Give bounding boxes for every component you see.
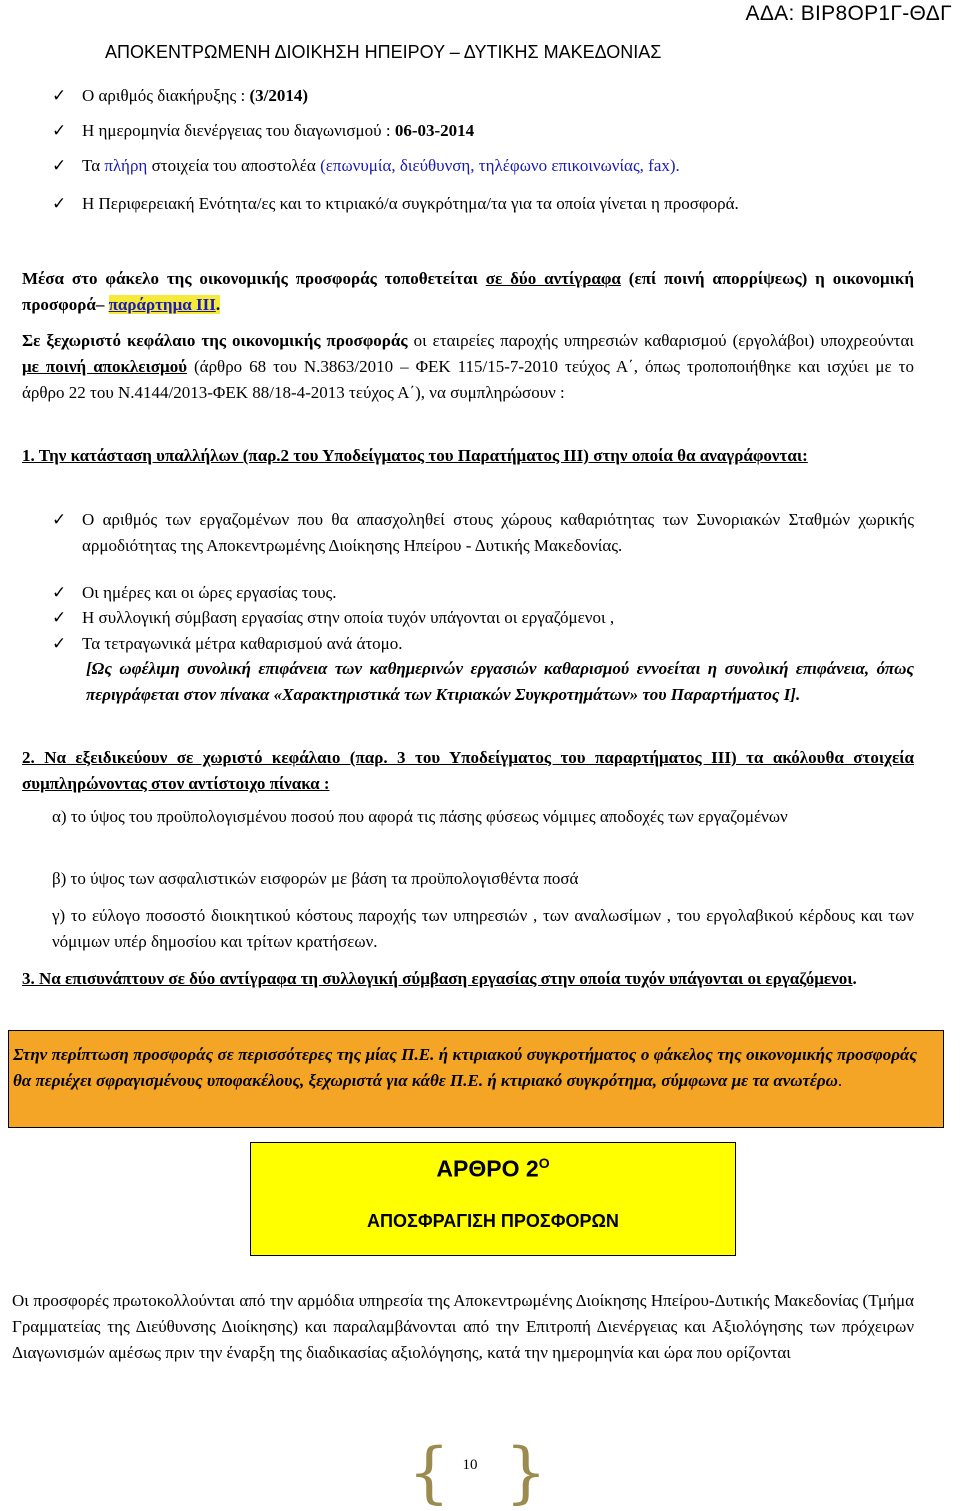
note-end: . bbox=[837, 1071, 843, 1090]
section-2-item-c: γ) το εύλογο ποσοστό διοικητικού κόστους παροχής των υπηρεσιών , των αναλωσίμων , του εργολαβικού κέρδους και των νόμιμων υπέρ δημοσίου και τρίτων κρατήσεων. bbox=[52, 906, 914, 951]
multiple-units-note bbox=[13, 1042, 917, 1094]
useful-area-note: [Ως ωφέλιμη συνολική επιφάνεια των καθημερινών εργασιών καθαρισμού εννοείται η συνολική επιφάνεια, όπως περιγράφεται στον πίνακα «Χαρακτηριστικά των Κτιριακών Συγκροτημάτων» του Παραρτήματος Ι]. bbox=[86, 659, 914, 704]
item-text-highlight: (επωνυμία, διεύθυνση, τηλέφωνο επικοινωνίας, fax). bbox=[320, 156, 680, 175]
article-subtitle: ΑΠΟΣΦΡΑΓΙΣΗ ΠΡΟΣΦΟΡΩΝ bbox=[367, 1211, 619, 1231]
multiple-units-note-box bbox=[8, 1030, 944, 1128]
para-text-bold: Σε ξεχωριστό κεφάλαιο της οικονομικής προσφοράς bbox=[22, 331, 408, 350]
section-3-title bbox=[22, 966, 914, 992]
section-2-item-b: β) το ύψος των ασφαλιστικών εισφορών με βάση τα προϋπολογισθέντα ποσά bbox=[52, 869, 579, 888]
item-text: Τα bbox=[82, 156, 105, 175]
item-label: Η ημερομηνία διενέργειας του διαγωνισμού : bbox=[82, 121, 395, 140]
section-3-text: 3. Να επισυνάπτουν σε δύο αντίγραφα τη συλλογική σύμβαση εργασίας στην οποία τυχόν υπάγονται οι εργαζόμενοι bbox=[22, 969, 853, 988]
para-text-underlined: σε δύο αντίγραφα bbox=[485, 269, 621, 288]
item-text: Τα τετραγωνικά μέτρα καθαρισμού ανά άτομο. bbox=[82, 634, 403, 653]
page-number: 10 bbox=[462, 1457, 478, 1473]
paragraph-separate-chapter bbox=[22, 328, 914, 406]
annex-reference: παράρτημα ΙΙΙ bbox=[108, 295, 216, 314]
brace-icon: { bbox=[408, 1434, 450, 1511]
check-icon: ✓ bbox=[52, 510, 67, 530]
check-icon: ✓ bbox=[52, 634, 67, 654]
article-title bbox=[251, 1155, 735, 1183]
check-icon: ✓ bbox=[52, 121, 67, 141]
item-text: Η Περιφερειακή Ενότητα/ες και το κτιριακό/α συγκρότημα/τα για τα οποία γίνεται η προσφορά. bbox=[82, 194, 739, 213]
check-icon: ✓ bbox=[52, 583, 67, 603]
organization-header: ΑΠΟΚΕΝΤΡΩΜΕΝΗ ΔΙΟΙΚΗΣΗ ΗΠΕΙΡΟΥ – ΔΥΤΙΚΗΣ ΜΑΚΕΔΟΝΙΑΣ bbox=[105, 42, 662, 62]
item-text: στοιχεία του αποστολέα bbox=[147, 156, 321, 175]
note-text: Στην περίπτωση προσφοράς σε περισσότερες της μίας Π.Ε. ή κτιριακού συγκροτήματος ο φάκελος της οικονομικής προσφοράς θα περιέχει σφραγισμένους υποφακέλους, ξεχωριστά για κάθε Π.Ε. ή κτιριακό συγκρότημα, σύμφωνα με τα ανωτέρω bbox=[13, 1045, 917, 1090]
item-text: Ο αριθμός των εργαζομένων που θα απασχοληθεί στους χώρους καθαριότητας των Συνοριακών Σταθμών χωρικής αρμοδιότητας της Αποκεντρωμένης Διοίκησης Ηπείρου - Δυτικής Μακεδονίας. bbox=[82, 510, 914, 555]
section-1-title: 1. Την κατάσταση υπαλλήλων (παρ.2 του Υποδείγματος του Παρατήματος ΙΙΙ) στην οποία θα αναγράφονται: bbox=[22, 446, 808, 465]
para-text: οι εταιρείες παροχής υπηρεσιών καθαρισμού (εργολάβοι) υποχρεούνται bbox=[407, 331, 914, 350]
brace-icon: } bbox=[505, 1434, 547, 1511]
check-icon: ✓ bbox=[52, 86, 67, 106]
final-paragraph: Οι προσφορές πρωτοκολλούνται από την αρμόδια υπηρεσία της Αποκεντρωμένης Διοίκησης Ηπείρου-Δυτικής Μακεδονίας (Τμήμα Γραμματείας της Διεύθυνσης Διοίκησης) και παραλαμβάνονται από την Επιτροπή Διενέργειας και Αξιολόγησης των πρόχειρων Διαγωνισμών αμέσως πριν την έναρξη της διαδικασίας αξιολόγησης, κατά την ημερομηνία και ώρα που ορίζονται bbox=[12, 1291, 914, 1362]
para-text-underlined: με ποινή αποκλεισμού bbox=[22, 357, 188, 376]
item-text: Οι ημέρες και οι ώρες εργασίας τους. bbox=[82, 583, 337, 602]
para-text: (άρθρο 68 του Ν.3863/2010 – ΦΕΚ 115/15-7-2010 τεύχος Α΄, όπως τροποποιήθηκε και ισχύει με το άρθρο 22 του Ν.4144/2013-ΦΕΚ 88/18-4-2013 τεύχος Α΄), να συμπληρώσουν : bbox=[22, 357, 914, 402]
check-icon: ✓ bbox=[52, 194, 67, 214]
item-text-highlight: πλήρη bbox=[104, 156, 148, 175]
article-title-text: ΑΡΘΡΟ 2 bbox=[436, 1155, 539, 1182]
section-2-title: 2. Να εξειδικεύουν σε χωριστό κεφάλαιο (παρ. 3 του Υποδείγματος του παραρτήματος ΙΙΙ) τα ακόλουθα στοιχεία συμπληρώνοντας στον αντίστοιχο πίνακα : bbox=[22, 748, 914, 793]
para-text: Μέσα στο φάκελο της οικονομικής προσφοράς τοποθετείται bbox=[22, 269, 486, 288]
check-icon: ✓ bbox=[52, 156, 67, 176]
para-text: (επί ποινή απορρίψεως) η οικονομική προσφορά– bbox=[22, 269, 915, 314]
item-text: Η συλλογική σύμβαση εργασίας στην οποία τυχόν υπάγονται οι εργαζόμενοι , bbox=[82, 608, 615, 627]
paragraph-financial-envelope bbox=[22, 266, 914, 318]
item-value: (3/2014) bbox=[249, 86, 309, 105]
check-icon: ✓ bbox=[52, 608, 67, 628]
ada-code: ΑΔΑ: ΒΙΡ8ΟΡ1Γ-ΘΔΓ bbox=[745, 2, 952, 25]
section-3-end: . bbox=[852, 969, 857, 988]
item-value: 06-03-2014 bbox=[394, 121, 475, 140]
article-title-sup: Ο bbox=[538, 1155, 550, 1171]
para-text: . bbox=[215, 295, 221, 314]
item-label: Ο αριθμός διακήρυξης : bbox=[82, 86, 250, 105]
article-heading-box bbox=[250, 1142, 736, 1256]
section-2-item-a: α) το ύψος του προϋπολογισμένου ποσού που αφορά τις πάσης φύσεως νόμιμες αποδοχές των εργαζομένων bbox=[52, 807, 788, 826]
